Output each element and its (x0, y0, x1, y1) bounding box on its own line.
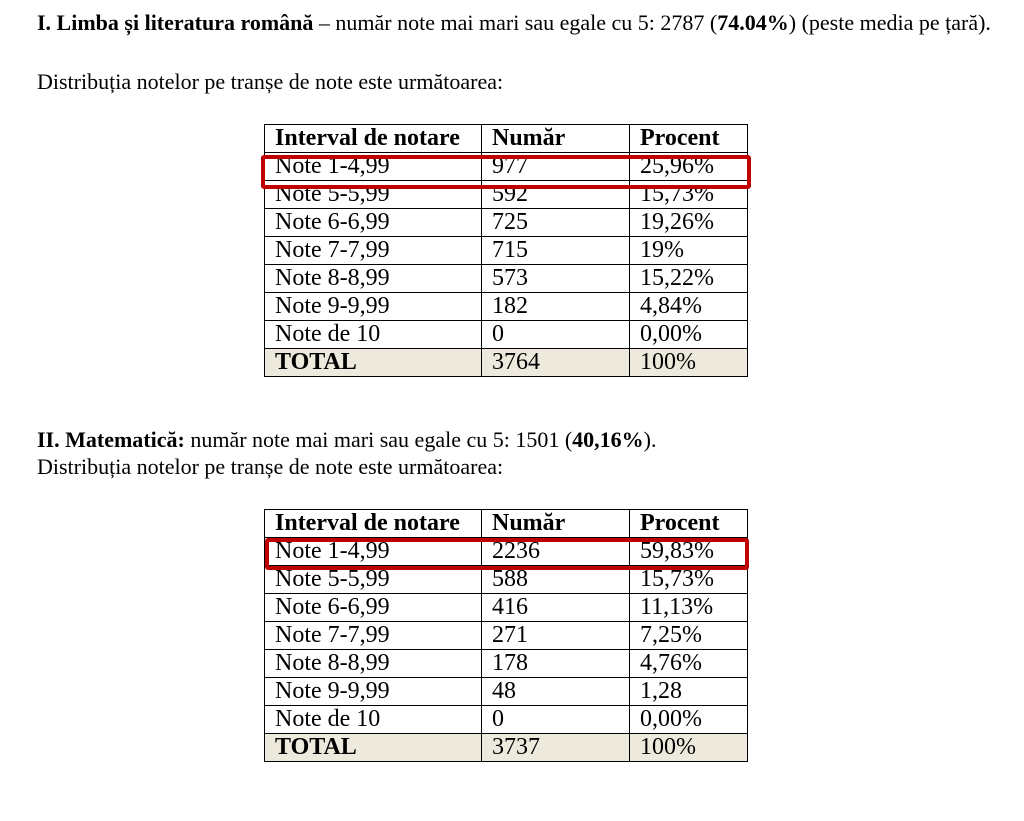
total-count: 3764 (482, 349, 630, 377)
table-row (265, 237, 748, 265)
cell-count: 725 (482, 209, 630, 237)
cell-percent: 0,00% (630, 321, 748, 349)
cell-count: 178 (482, 650, 630, 678)
table-row (265, 594, 748, 622)
section1-grade-table (264, 124, 748, 377)
section2-title: II. Matematică: (37, 427, 185, 452)
header-count: Număr (482, 125, 630, 153)
cell-count: 592 (482, 181, 630, 209)
cell-count: 48 (482, 678, 630, 706)
cell-percent: 19% (630, 237, 748, 265)
table-header-row (265, 125, 748, 153)
cell-interval: Note de 10 (265, 706, 482, 734)
total-label: TOTAL (265, 734, 482, 762)
cell-percent: 15,73% (630, 566, 748, 594)
header-interval: Interval de notare (265, 125, 482, 153)
header-percent: Procent (630, 510, 748, 538)
section1-title: I. Limba și literatura română (37, 10, 314, 35)
table-row (265, 321, 748, 349)
table-row (265, 706, 748, 734)
section1-intro-end: ) (peste media pe țară). (788, 10, 991, 35)
cell-interval: Note 8-8,99 (265, 265, 482, 293)
cell-interval: Note 9-9,99 (265, 678, 482, 706)
cell-count: 2236 (482, 538, 630, 566)
header-interval: Interval de notare (265, 510, 482, 538)
cell-count: 416 (482, 594, 630, 622)
section2-grade-table (264, 509, 748, 762)
cell-count: 271 (482, 622, 630, 650)
cell-interval: Note 8-8,99 (265, 650, 482, 678)
table-row (265, 650, 748, 678)
table-header-row (265, 510, 748, 538)
cell-percent: 15,73% (630, 181, 748, 209)
cell-interval: Note 9-9,99 (265, 293, 482, 321)
section2-intro: număr note mai mari sau egale cu 5: 1501 ( (184, 427, 573, 452)
table-row (265, 153, 748, 181)
cell-count: 182 (482, 293, 630, 321)
header-count: Număr (482, 510, 630, 538)
section2-paragraph (37, 427, 997, 453)
section2-intro-end: ). (643, 427, 657, 452)
table-row (265, 209, 748, 237)
cell-percent: 7,25% (630, 622, 748, 650)
cell-percent: 4,84% (630, 293, 748, 321)
cell-count: 0 (482, 321, 630, 349)
section2-distribution-text: Distribuția notelor pe tranșe de note este următoarea: (37, 454, 504, 479)
section1-distribution-text: Distribuția notelor pe tranșe de note este următoarea: (37, 69, 504, 94)
table-row (265, 622, 748, 650)
cell-interval: Note 1-4,99 (265, 153, 482, 181)
cell-interval: Note 7-7,99 (265, 622, 482, 650)
total-percent: 100% (630, 349, 748, 377)
cell-percent: 15,22% (630, 265, 748, 293)
table-row (265, 181, 748, 209)
table-row (265, 293, 748, 321)
cell-percent: 4,76% (630, 650, 748, 678)
table-total-row (265, 734, 748, 762)
cell-count: 977 (482, 153, 630, 181)
total-count: 3737 (482, 734, 630, 762)
cell-percent: 59,83% (630, 538, 748, 566)
table-row (265, 265, 748, 293)
section1-percent: 74.04% (717, 10, 789, 35)
cell-count: 573 (482, 265, 630, 293)
cell-interval: Note 5-5,99 (265, 181, 482, 209)
cell-count: 588 (482, 566, 630, 594)
cell-interval: Note 6-6,99 (265, 209, 482, 237)
cell-interval: Note 1-4,99 (265, 538, 482, 566)
total-percent: 100% (630, 734, 748, 762)
cell-percent: 19,26% (630, 209, 748, 237)
section1-paragraph (37, 10, 997, 36)
table-row (265, 538, 748, 566)
cell-interval: Note 7-7,99 (265, 237, 482, 265)
cell-interval: Note 5-5,99 (265, 566, 482, 594)
cell-percent: 0,00% (630, 706, 748, 734)
header-percent: Procent (630, 125, 748, 153)
table-row (265, 678, 748, 706)
section2-percent: 40,16% (572, 427, 644, 452)
section1-intro: – număr note mai mari sau egale cu 5: 2787 ( (313, 10, 718, 35)
cell-interval: Note 6-6,99 (265, 594, 482, 622)
cell-count: 0 (482, 706, 630, 734)
total-label: TOTAL (265, 349, 482, 377)
cell-interval: Note de 10 (265, 321, 482, 349)
cell-count: 715 (482, 237, 630, 265)
cell-percent: 1,28 (630, 678, 748, 706)
table-row (265, 566, 748, 594)
cell-percent: 25,96% (630, 153, 748, 181)
cell-percent: 11,13% (630, 594, 748, 622)
table-total-row (265, 349, 748, 377)
